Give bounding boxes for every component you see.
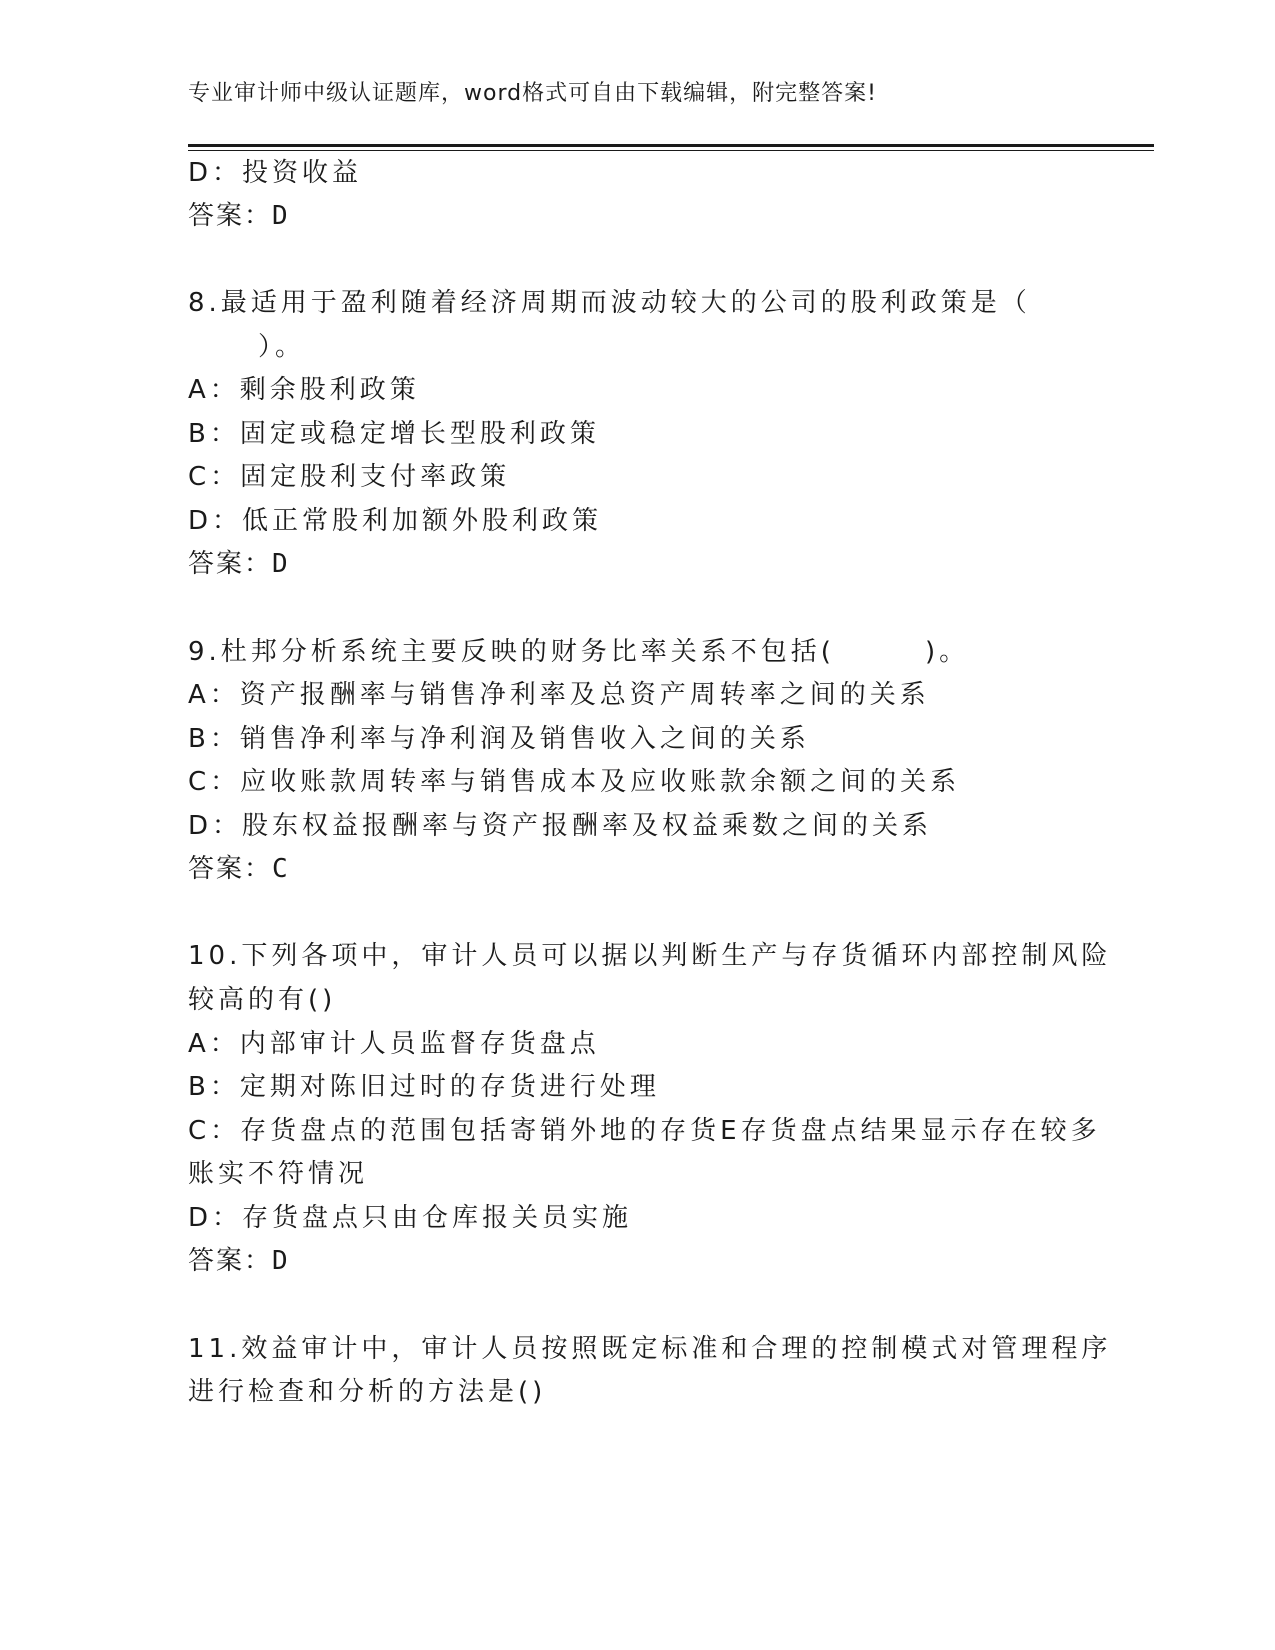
- question-10-option-b: B：定期对陈旧过时的存货进行处理: [188, 1072, 660, 1102]
- question-8-option-a: A：剩余股利政策: [188, 375, 420, 405]
- answer-line: [188, 200, 288, 232]
- question-8-option-c: C：固定股利支付率政策: [188, 462, 511, 492]
- question-9-option-b: B：销售净利率与净利润及销售收入之间的关系: [188, 724, 810, 754]
- question-10-option-d: D：存货盘点只由仓库报关员实施: [188, 1203, 633, 1233]
- question-8-option-d: D：低正常股利加额外股利政策: [188, 506, 603, 536]
- answer-label: 答案：: [188, 1246, 273, 1276]
- question-9-answer: [188, 853, 288, 885]
- question-9-option-d: D：股东权益报酬率与资产报酬率及权益乘数之间的关系: [188, 811, 933, 841]
- answer-label: 答案：: [188, 549, 273, 579]
- question-8-answer: [188, 548, 288, 580]
- page-header: 专业审计师中级认证题库，word格式可自由下载编辑，附完整答案!: [188, 81, 877, 106]
- question-9-stem: 9.杜邦分析系统主要反映的财务比率关系不包括( )。: [188, 637, 970, 667]
- header-rule-thin: [188, 150, 1154, 151]
- question-8-option-b: B：固定或稳定增长型股利政策: [188, 419, 600, 449]
- answer-label: 答案：: [188, 854, 273, 884]
- answer-value: D: [272, 549, 288, 579]
- question-8-stem-cont: ）。: [258, 332, 306, 362]
- answer-value: D: [272, 1246, 288, 1276]
- question-10-option-a: A：内部审计人员监督存货盘点: [188, 1029, 600, 1059]
- question-11-stem-cont: 进行检查和分析的方法是(): [188, 1377, 547, 1407]
- question-10-option-c-cont: 账实不符情况: [188, 1159, 369, 1189]
- answer-value: C: [272, 854, 288, 884]
- question-10-answer: [188, 1245, 288, 1277]
- option-d: D：投资收益: [188, 158, 363, 188]
- question-11-stem: 11.效益审计中，审计人员按照既定标准和合理的控制模式对管理程序: [188, 1334, 1112, 1364]
- header-rule-thick: [188, 144, 1154, 147]
- question-8-stem: 8.最适用于盈利随着经济周期而波动较大的公司的股利政策是（: [188, 288, 1031, 318]
- question-10-stem: 10.下列各项中，审计人员可以据以判断生产与存货循环内部控制风险: [188, 941, 1112, 971]
- answer-value: D: [272, 201, 288, 231]
- question-10-option-c: C：存货盘点的范围包括寄销外地的存货E存货盘点结果显示存在较多: [188, 1116, 1101, 1146]
- question-10-stem-cont: 较高的有(): [188, 985, 337, 1015]
- question-9-option-a: A：资产报酬率与销售净利率及总资产周转率之间的关系: [188, 680, 930, 710]
- answer-label: 答案：: [188, 201, 273, 231]
- question-9-option-c: C：应收账款周转率与销售成本及应收账款余额之间的关系: [188, 767, 961, 797]
